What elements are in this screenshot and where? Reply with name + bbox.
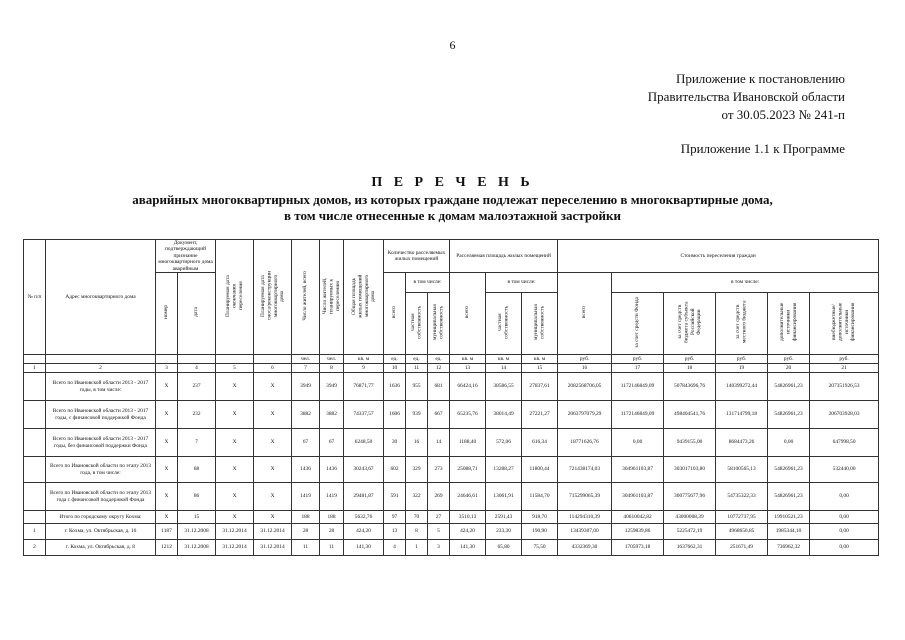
- cell-priv: 16: [406, 429, 428, 457]
- header-residents: Число жителей, всего: [292, 240, 320, 355]
- cell-no: [24, 483, 46, 511]
- cell-address: Итого по городскому округу Кохма:: [46, 511, 156, 524]
- appendix-line-2: Правительства Ивановской области: [647, 89, 845, 104]
- cell-s-all: 141,30: [450, 540, 486, 556]
- cell-no: [24, 373, 46, 401]
- column-number: 1: [24, 364, 46, 373]
- cell-res: 3949: [292, 373, 320, 401]
- cell-doc-no: 1212: [156, 540, 178, 556]
- cell-doc-date: 7: [178, 429, 216, 457]
- cell-c-ext: 207351926,53: [810, 373, 879, 401]
- cell-rooms: 602: [384, 457, 406, 483]
- cell-no: [24, 457, 46, 483]
- table-row: [24, 373, 879, 401]
- cell-mun: 269: [428, 483, 450, 511]
- unit-cell: руб.: [664, 355, 716, 364]
- cell-rooms: 97: [384, 511, 406, 524]
- unit-cell: кв. м: [344, 355, 384, 364]
- cell-demol: X: [254, 401, 292, 429]
- cell-plan-date: X: [216, 457, 254, 483]
- cell-s-mun: 27221,27: [522, 401, 558, 429]
- cell-c-all: 721438174,03: [558, 457, 612, 483]
- cell-c-ext: 0,00: [810, 483, 879, 511]
- cell-s-priv: 38014,49: [486, 401, 522, 429]
- cell-demol: 31.12.2014: [254, 540, 292, 556]
- header-area-private: частная собственность: [486, 293, 522, 355]
- housing-table: [23, 239, 879, 556]
- unit-cell: руб.: [612, 355, 664, 364]
- header-doc-number: номер: [156, 273, 178, 355]
- header-doc: Документ, подтверждающий признание многоквартирного дома аварийным: [156, 240, 216, 273]
- cell-demol: 31.12.2014: [254, 524, 292, 540]
- cell-mun: 3: [428, 540, 450, 556]
- cell-area-all: 30243,67: [344, 457, 384, 483]
- column-number: 3: [156, 364, 178, 373]
- cell-plan-date: 31.12.2014: [216, 524, 254, 540]
- cell-demol: X: [254, 373, 292, 401]
- cell-s-priv: 65,80: [486, 540, 522, 556]
- header-no: № п/п: [24, 240, 46, 355]
- cell-c-fund: 0,00: [612, 429, 664, 457]
- header-local-budget: за счет средств местного бюджета: [716, 293, 768, 355]
- column-number: 9: [344, 364, 384, 373]
- cell-rooms: 1606: [384, 401, 406, 429]
- cell-c-add: 0,00: [768, 429, 810, 457]
- cell-s-mun: 918,70: [522, 511, 558, 524]
- cell-address: г. Кохма, ул. Октябрьская, д. 8: [46, 540, 156, 556]
- cell-doc-no: X: [156, 373, 178, 401]
- cell-c-add: 19910521,23: [768, 511, 810, 524]
- unit-cell: чел.: [320, 355, 344, 364]
- header-cost-total: всего: [558, 273, 612, 355]
- column-number: 2: [46, 364, 156, 373]
- column-number: 6: [254, 364, 292, 373]
- unit-cell: руб.: [810, 355, 879, 364]
- cell-s-mun: 616,34: [522, 429, 558, 457]
- cell-c-loc: 140399272,44: [716, 373, 768, 401]
- column-numbers-row: [24, 364, 879, 373]
- cell-priv: 8: [406, 524, 428, 540]
- cell-rooms: 13: [384, 524, 406, 540]
- cell-address: Всего по Ивановской области 2013 - 2017 годы, с финансовой поддержкой Фонда: [46, 401, 156, 429]
- cell-res: 188: [292, 511, 320, 524]
- cell-c-rf: 1637662,31: [664, 540, 716, 556]
- cell-mun: 667: [428, 401, 450, 429]
- cell-res-plan: 67: [320, 429, 344, 457]
- table-row: [24, 483, 879, 511]
- cell-c-ext: 532440,00: [810, 457, 879, 483]
- cell-c-ext: 0,00: [810, 524, 879, 540]
- cell-doc-date: 15: [178, 511, 216, 524]
- header-doc-date: дата: [178, 273, 216, 355]
- header-extra-funding: внебюджетные/дополнительные источники финансирования: [810, 293, 879, 355]
- cell-c-all: 4332369,30: [558, 540, 612, 556]
- column-number: 18: [664, 364, 716, 373]
- cell-c-fund: 1172146849,09: [612, 401, 664, 429]
- cell-c-ext: 0,00: [810, 540, 879, 556]
- cell-plan-date: 31.12.2014: [216, 540, 254, 556]
- appendix-program: Приложение 1.1 к Программе: [680, 141, 845, 156]
- cell-c-rf: 300775677,96: [664, 483, 716, 511]
- units-row: [24, 355, 879, 364]
- table-row: [24, 524, 879, 540]
- cell-c-ext: 206703928,03: [810, 401, 879, 429]
- table-body: [24, 373, 879, 556]
- document-subtitle-line-2: в том числе отнесенные к домам малоэтажной застройки: [283, 208, 622, 223]
- cell-priv: 70: [406, 511, 428, 524]
- column-number: 17: [612, 364, 664, 373]
- cell-s-priv: 38586,55: [486, 373, 522, 401]
- cell-s-all: 1188,40: [450, 429, 486, 457]
- table-row: [24, 401, 879, 429]
- cell-address: г. Кохма, ул. Октябрьская, д. 16: [46, 524, 156, 540]
- cell-s-all: 24646,61: [450, 483, 486, 511]
- column-number: 11: [406, 364, 428, 373]
- cell-priv: 1: [406, 540, 428, 556]
- cell-no: [24, 429, 46, 457]
- cell-doc-date: 31.12.2008: [178, 540, 216, 556]
- appendix-block: [648, 70, 845, 124]
- cell-c-fund: 304961103,87: [612, 483, 664, 511]
- cell-res-plan: 188: [320, 511, 344, 524]
- column-number: 16: [558, 364, 612, 373]
- cell-area-all: 6248,50: [344, 429, 384, 457]
- cell-plan-date: X: [216, 429, 254, 457]
- cell-plan-date: X: [216, 511, 254, 524]
- cell-area-all: 76871,77: [344, 373, 384, 401]
- cell-mun: 14: [428, 429, 450, 457]
- cell-s-priv: 572,06: [486, 429, 522, 457]
- cell-priv: 322: [406, 483, 428, 511]
- cell-s-mun: 75,50: [522, 540, 558, 556]
- cell-c-all: 715299065,39: [558, 483, 612, 511]
- cell-res: 1419: [292, 483, 320, 511]
- cell-res-plan: 1436: [320, 457, 344, 483]
- cell-no: 1: [24, 524, 46, 540]
- cell-plan-date: X: [216, 483, 254, 511]
- table-row: [24, 429, 879, 457]
- cell-no: [24, 401, 46, 429]
- cell-c-all: 13439307,00: [558, 524, 612, 540]
- cell-s-all: 3510,13: [450, 511, 486, 524]
- cell-c-rf: 303017103,80: [664, 457, 716, 483]
- cell-c-loc: 54735322,33: [716, 483, 768, 511]
- cell-mun: 5: [428, 524, 450, 540]
- cell-demol: X: [254, 457, 292, 483]
- column-number: 7: [292, 364, 320, 373]
- cell-s-priv: 2591,43: [486, 511, 522, 524]
- column-number: 4: [178, 364, 216, 373]
- cell-doc-date: 237: [178, 373, 216, 401]
- cell-mun: 273: [428, 457, 450, 483]
- cell-rooms: 4: [384, 540, 406, 556]
- cell-res-plan: 28: [320, 524, 344, 540]
- cell-c-add: 736962,32: [768, 540, 810, 556]
- column-number: 14: [486, 364, 522, 373]
- header-address: Адрес многоквартирного дома: [46, 240, 156, 355]
- header-extra-sources: дополнительные источники финансирования: [768, 293, 810, 355]
- cell-s-mun: 190,90: [522, 524, 558, 540]
- cell-c-all: 18771626,76: [558, 429, 612, 457]
- cell-res: 3882: [292, 401, 320, 429]
- cell-s-priv: 13288,27: [486, 457, 522, 483]
- cell-s-mun: 11800,44: [522, 457, 558, 483]
- cell-c-rf: 43000008,39: [664, 511, 716, 524]
- unit-cell: ед.: [428, 355, 450, 364]
- cell-c-loc: 10772737,95: [716, 511, 768, 524]
- header-area: Расселяемая площадь жилых помещений: [450, 240, 558, 273]
- unit-cell: руб.: [716, 355, 768, 364]
- column-number: 10: [384, 364, 406, 373]
- cell-address: Всего по Ивановской области по этапу 2013 года с финансовой поддержкой Фонда: [46, 483, 156, 511]
- cell-area-all: 29481,87: [344, 483, 384, 511]
- cell-rooms: 30: [384, 429, 406, 457]
- cell-area-all: 141,30: [344, 540, 384, 556]
- cell-area-all: 424,20: [344, 524, 384, 540]
- cell-demol: X: [254, 511, 292, 524]
- cell-c-fund: 1705973,18: [612, 540, 664, 556]
- header-rooms-private: частная собственность: [406, 293, 428, 355]
- header-total-area: Общая площадь жилых помещений многоквартирного дома: [344, 240, 384, 355]
- column-number: 13: [450, 364, 486, 373]
- cell-c-rf: 5225472,19: [664, 524, 716, 540]
- cell-s-priv: 13061,91: [486, 483, 522, 511]
- cell-doc-no: X: [156, 401, 178, 429]
- cell-c-ext: 0,00: [810, 511, 879, 524]
- cell-priv: 329: [406, 457, 428, 483]
- unit-cell: кв. м: [486, 355, 522, 364]
- cell-c-loc: 4968650,85: [716, 524, 768, 540]
- cell-c-fund: 1259839,86: [612, 524, 664, 540]
- cell-c-add: 54826961,23: [768, 457, 810, 483]
- table-row: [24, 540, 879, 556]
- cell-rooms: 1636: [384, 373, 406, 401]
- column-number: 12: [428, 364, 450, 373]
- column-number: 5: [216, 364, 254, 373]
- cell-demol: X: [254, 483, 292, 511]
- cell-c-all: 114294310,39: [558, 511, 612, 524]
- cell-c-all: 2063797079,29: [558, 401, 612, 429]
- cell-plan-date: X: [216, 373, 254, 401]
- cell-doc-date: 31.12.2008: [178, 524, 216, 540]
- cell-c-fund: 304961103,87: [612, 457, 664, 483]
- header-rf-budget: за счет средств бюджета субъекта Российской Федерации: [664, 293, 716, 355]
- cell-c-rf: 498404541,76: [664, 401, 716, 429]
- cell-doc-no: 1187: [156, 524, 178, 540]
- table-row: [24, 511, 879, 524]
- cell-s-all: 424,20: [450, 524, 486, 540]
- cell-c-rf: 507843696,76: [664, 373, 716, 401]
- cell-doc-no: X: [156, 429, 178, 457]
- cell-rooms: 591: [384, 483, 406, 511]
- cell-c-ext: 647998,50: [810, 429, 879, 457]
- unit-cell: чел.: [292, 355, 320, 364]
- cell-s-all: 25088,71: [450, 457, 486, 483]
- cell-plan-date: X: [216, 401, 254, 429]
- cell-res-plan: 3949: [320, 373, 344, 401]
- unit-cell: руб.: [558, 355, 612, 364]
- unit-cell: руб.: [768, 355, 810, 364]
- cell-priv: 955: [406, 373, 428, 401]
- cell-c-add: 1985344,10: [768, 524, 810, 540]
- header-area-municipal: муниципальная собственность: [522, 293, 558, 355]
- cell-demol: X: [254, 429, 292, 457]
- cell-res-plan: 3882: [320, 401, 344, 429]
- unit-cell: кв. м: [522, 355, 558, 364]
- cell-no: [24, 511, 46, 524]
- unit-cell: ед.: [384, 355, 406, 364]
- appendix-line-3: от 30.05.2023 № 241-п: [721, 107, 845, 122]
- cell-c-all: 2082568706,05: [558, 373, 612, 401]
- cell-doc-date: 86: [178, 483, 216, 511]
- document-subtitle-line-1: аварийных многоквартирных домов, из которых граждане подлежат переселению в многоквартирные дома,: [132, 192, 773, 207]
- header-rooms: Количество расселяемых жилых помещений: [384, 240, 450, 273]
- header-rooms-total: всего: [384, 273, 406, 355]
- header-fund: за счет средств Фонда: [612, 293, 664, 355]
- cell-s-mun: 27837,61: [522, 373, 558, 401]
- column-number: 20: [768, 364, 810, 373]
- cell-s-all: 65235,76: [450, 401, 486, 429]
- cell-c-fund: 1172146849,09: [612, 373, 664, 401]
- cell-doc-date: 88: [178, 457, 216, 483]
- header-planned-date: Планируемая дата окончания переселения: [216, 240, 254, 355]
- header-rooms-municipal: муниципальная собственность: [428, 293, 450, 355]
- cell-res: 28: [292, 524, 320, 540]
- column-number: 15: [522, 364, 558, 373]
- cell-mun: 681: [428, 373, 450, 401]
- cell-res: 67: [292, 429, 320, 457]
- header-rooms-in-that: в том числе:: [406, 273, 450, 293]
- cell-priv: 939: [406, 401, 428, 429]
- cell-address: Всего по Ивановской области 2013 - 2017 годы, без финансовой поддержки Фонда: [46, 429, 156, 457]
- cell-mun: 27: [428, 511, 450, 524]
- cell-s-priv: 233,30: [486, 524, 522, 540]
- cell-c-loc: 8684473,26: [716, 429, 768, 457]
- cell-c-fund: 40610042,82: [612, 511, 664, 524]
- cell-res: 11: [292, 540, 320, 556]
- appendix-line-1: Приложение к постановлению: [675, 71, 845, 86]
- cell-res-plan: 11: [320, 540, 344, 556]
- cell-res: 1436: [292, 457, 320, 483]
- unit-cell: ед.: [406, 355, 428, 364]
- header-cost: Стоимость переселения граждан: [558, 240, 879, 273]
- header-residents-planned: Число жителей, планируемых к переселению: [320, 240, 344, 355]
- cell-res-plan: 1419: [320, 483, 344, 511]
- cell-c-loc: 58100565,13: [716, 457, 768, 483]
- header-planned-demolition: Планируемая дата сноса/реконструкции многоквартирного дома: [254, 240, 292, 355]
- cell-doc-no: X: [156, 483, 178, 511]
- column-number: 19: [716, 364, 768, 373]
- document-title: П Е Р Е Ч Е Н Ь: [371, 175, 534, 190]
- unit-cell: кв. м: [450, 355, 486, 364]
- cell-area-all: 5632,76: [344, 511, 384, 524]
- cell-address: Всего по Ивановской области по этапу 2013 года, в том числе:: [46, 457, 156, 483]
- header-area-in-that: в том числе:: [486, 273, 558, 293]
- cell-c-add: 54826961,23: [768, 373, 810, 401]
- cell-s-mun: 11584,70: [522, 483, 558, 511]
- column-number: 8: [320, 364, 344, 373]
- cell-c-loc: 131714799,18: [716, 401, 768, 429]
- cell-doc-date: 232: [178, 401, 216, 429]
- cell-c-add: 54826961,23: [768, 401, 810, 429]
- cell-s-all: 66424,16: [450, 373, 486, 401]
- header-cost-in-that: в том числе:: [612, 273, 879, 293]
- cell-doc-no: X: [156, 457, 178, 483]
- cell-doc-no: X: [156, 511, 178, 524]
- cell-c-add: 54826961,23: [768, 483, 810, 511]
- cell-c-rf: 9439155,00: [664, 429, 716, 457]
- cell-address: Всего по Ивановской области 2013 - 2017 годы, в том числе:: [46, 373, 156, 401]
- cell-no: 2: [24, 540, 46, 556]
- page-number: 6: [449, 38, 456, 52]
- table-row: [24, 457, 879, 483]
- cell-c-loc: 251671,49: [716, 540, 768, 556]
- column-number: 21: [810, 364, 879, 373]
- header-area-total: всего: [450, 273, 486, 355]
- cell-area-all: 74337,57: [344, 401, 384, 429]
